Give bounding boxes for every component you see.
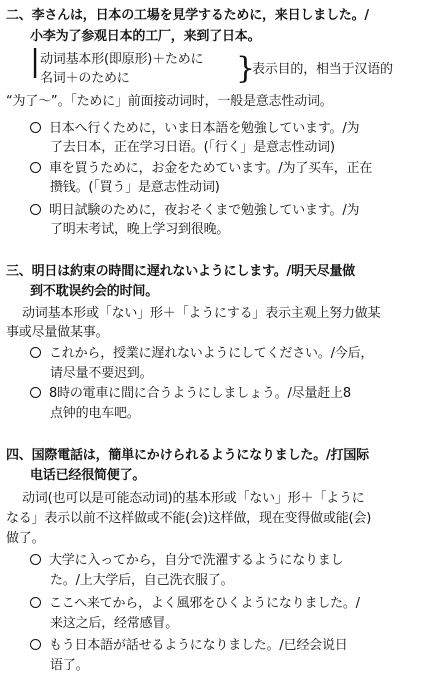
section-4-explanation-line-2: なる」表示以前不这样做或不能(会)这样做，现在变得做或能(会) (6, 511, 372, 526)
section-4-explanation-line-3: 做了。 (6, 531, 45, 546)
section-4-example-2-line-1: ここへ来てから，よく風邪をひくようになりました。/ (30, 596, 360, 612)
section-2-example-3-line-1: 明日試験のために，夜おそくまで勉強しています。/为 (30, 203, 359, 219)
formula-top: 动词基本形(即原形)＋ために (40, 52, 204, 67)
section-2-example-2-line-2: 攒钱。(「買う」是意志性动词) (50, 180, 220, 195)
example-bullet-icon (30, 554, 41, 565)
section-3-example-2-line-2: 点钟的电车吧。 (50, 406, 140, 421)
section-3-example-1-line-1: これから，授業に遅れないようにしてください。/今后， (30, 346, 373, 362)
section-4-example-1-line-2: た。/上大学后，自己洗衣服了。 (50, 573, 234, 588)
example-bullet-icon (30, 639, 41, 650)
section-4-example-3-line-2: 语了。 (50, 658, 89, 673)
section-3-example-1-line-2: 请尽量不要迟到。 (50, 366, 153, 381)
example-bullet-icon (30, 122, 41, 133)
formula-bottom: 名词＋のために (40, 71, 130, 86)
section-2-heading-line-2: 小李为了参观日本的工厂，来到了日本。 (30, 29, 261, 44)
formula-meaning: 表示目的，相当于汉语的 (252, 62, 393, 77)
section-2-example-2-line-1: 車を買うために，お金をためています。/为了买车，正在 (30, 161, 372, 177)
section-2-explanation: “为了～”。「ために」前面接动词时，一般是意志性动词。 (6, 94, 333, 109)
formula-left-bracket: | (30, 44, 41, 79)
section-4-example-3-line-1: もう日本語が話せるようになりました。/已经会说日 (30, 638, 348, 654)
section-3-heading-line-1: 三、明日は約束の時間に遅れないようにします。/明天尽量做 (6, 264, 356, 279)
section-2-example-1-line-1: 日本へ行くために，いま日本語を勉強しています。/为 (30, 121, 359, 137)
section-4-explanation-line-1: 动词(也可以是可能态动词)的基本形或「ない」形＋「ように (22, 491, 365, 506)
example-bullet-icon (30, 162, 41, 173)
section-4-heading-line-2: 电话已经很简便了。 (30, 468, 146, 483)
section-2-example-3-line-2: 了明末考试，晚上学习到很晚。 (50, 222, 230, 237)
section-4-heading-line-1: 四、国際電話は，簡単にかけられるようになりました。/打国际 (6, 448, 369, 463)
example-bullet-icon (30, 204, 41, 215)
example-bullet-icon (30, 597, 41, 608)
section-4-example-2-line-2: 来这之后，经常感冒。 (50, 616, 179, 631)
section-3-example-2-line-1: 8時の電車に間に合うようにしましょう。/尽量赶上8 (30, 386, 351, 402)
section-3-explanation-line-2: 事或尽量做某事。 (6, 325, 109, 340)
example-bullet-icon (30, 387, 41, 398)
section-4-example-1-line-1: 大学に入ってから，自分で洗濯するようになりまし (30, 553, 343, 569)
section-2-example-1-line-2: 了去日本，正在学习日语。(「行く」是意志性动词) (50, 140, 335, 155)
section-3-explanation-line-1: 动词基本形或「ない」形＋「ようにする」表示主观上努力做某 (22, 306, 381, 321)
section-2-heading-line-1: 二、李さんは，日本の工場を見学するために，来日しました。/ (6, 8, 369, 23)
formula-right-brace: } (236, 51, 256, 86)
example-bullet-icon (30, 347, 41, 358)
section-3-heading-line-2: 到不耽误约会的时间。 (30, 284, 159, 299)
